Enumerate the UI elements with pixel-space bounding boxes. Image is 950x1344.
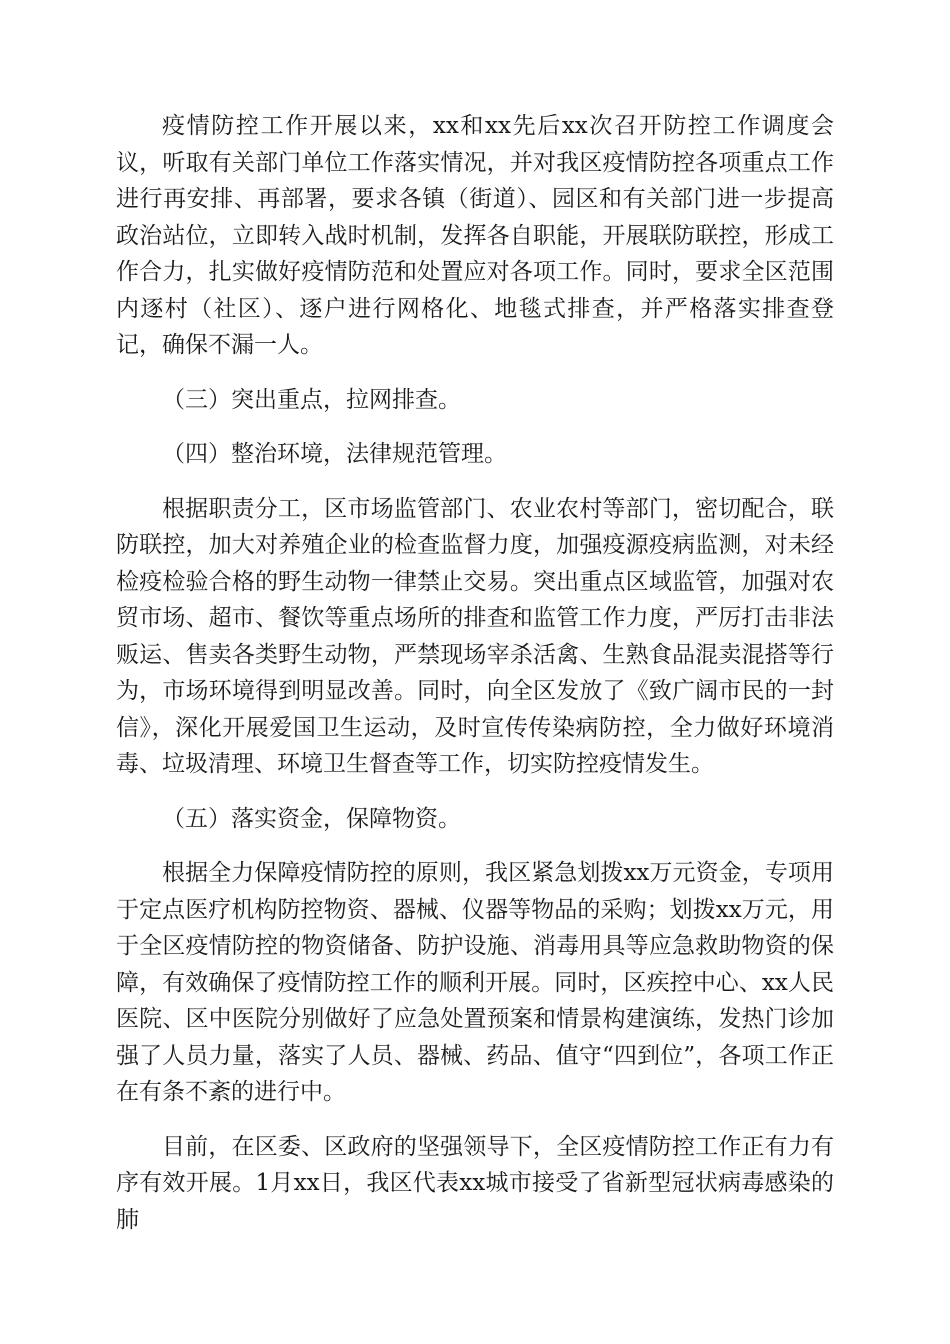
paragraph-meetings: 疫情防控工作开展以来，xx和xx先后xx次召开防控工作调度会议，听取有关部门单位工作落实情况，并对我区疫情防控各项重点工作进行再安排、再部署，要求各镇（街道）、园区和有关部门进一步提高政治站位，立即转入战时机制，发挥各自职能，开展联防联控，形成工作合力，扎实做好疫情防范和处置应对各项工作。同时，要求全区范围内逐村（社区）、逐户进行网格化、地毯式排查，并严格落实排查登记，确保不漏一人。	[116, 113, 834, 358]
paragraph-environment: 根据职责分工，区市场监管部门、农业农村等部门，密切配合，联防联控，加大对养殖企业的检查监督力度，加强疫源疫病监测，对未经检疫检验合格的野生动物一律禁止交易。突出重点区域监管，加强对农贸市场、超市、餐饮等重点场所的排查和监管工作力度，严厉打击非法贩运、售卖各类野生动物，严禁现场宰杀活禽、生熟食品混卖混搭等行为，市场环境得到明显改善。同时，向全区发放了《致广阔市民的一封信》，深化开展爱国卫生运动，及时宣传传染病防控，全力做好环境消毒、垃圾清理、环境卫生督查等工作，切实防控疫情发生。	[116, 495, 834, 777]
section-heading-three: （三）突出重点，拉网排查。	[162, 386, 461, 413]
paragraph-gap	[116, 783, 834, 801]
paragraph-funding: 根据全力保障疫情防控的原则，我区紧急划拨xx万元资金，专项用于定点医疗机构防控物资、器械、仪器等物品的采购；划拨xx万元，用于全区疫情防控的物资储备、防护设施、消毒用具等应急救助物资的保障，有效确保了疫情防控工作的顺利开展。同时，区疾控中心、xx人民医院、区中医院分别做好了应急处置预案和情景构建演练，发热门诊加强了人员力量，落实了人员、器械、药品、值守“四到位”，各项工作正在有条不紊的进行中。	[116, 860, 834, 1105]
paragraph-gap	[116, 837, 834, 855]
paragraph-gap	[116, 1111, 834, 1129]
paragraph-gap	[116, 364, 834, 382]
paragraph-gap	[116, 473, 834, 491]
document-body	[116, 108, 834, 1238]
section-heading-four: （四）整治环境，法律规范管理。	[162, 441, 507, 467]
section-heading-five: （五）落实资金，保障物资。	[162, 805, 461, 832]
paragraph-gap	[116, 418, 834, 436]
paragraph-current-status: 目前，在区委、区政府的坚强领导下，全区疫情防控工作正有力有序有效开展。1月xx日，我区代表xx城市接受了省新型冠状病毒感染的肺	[116, 1133, 834, 1233]
